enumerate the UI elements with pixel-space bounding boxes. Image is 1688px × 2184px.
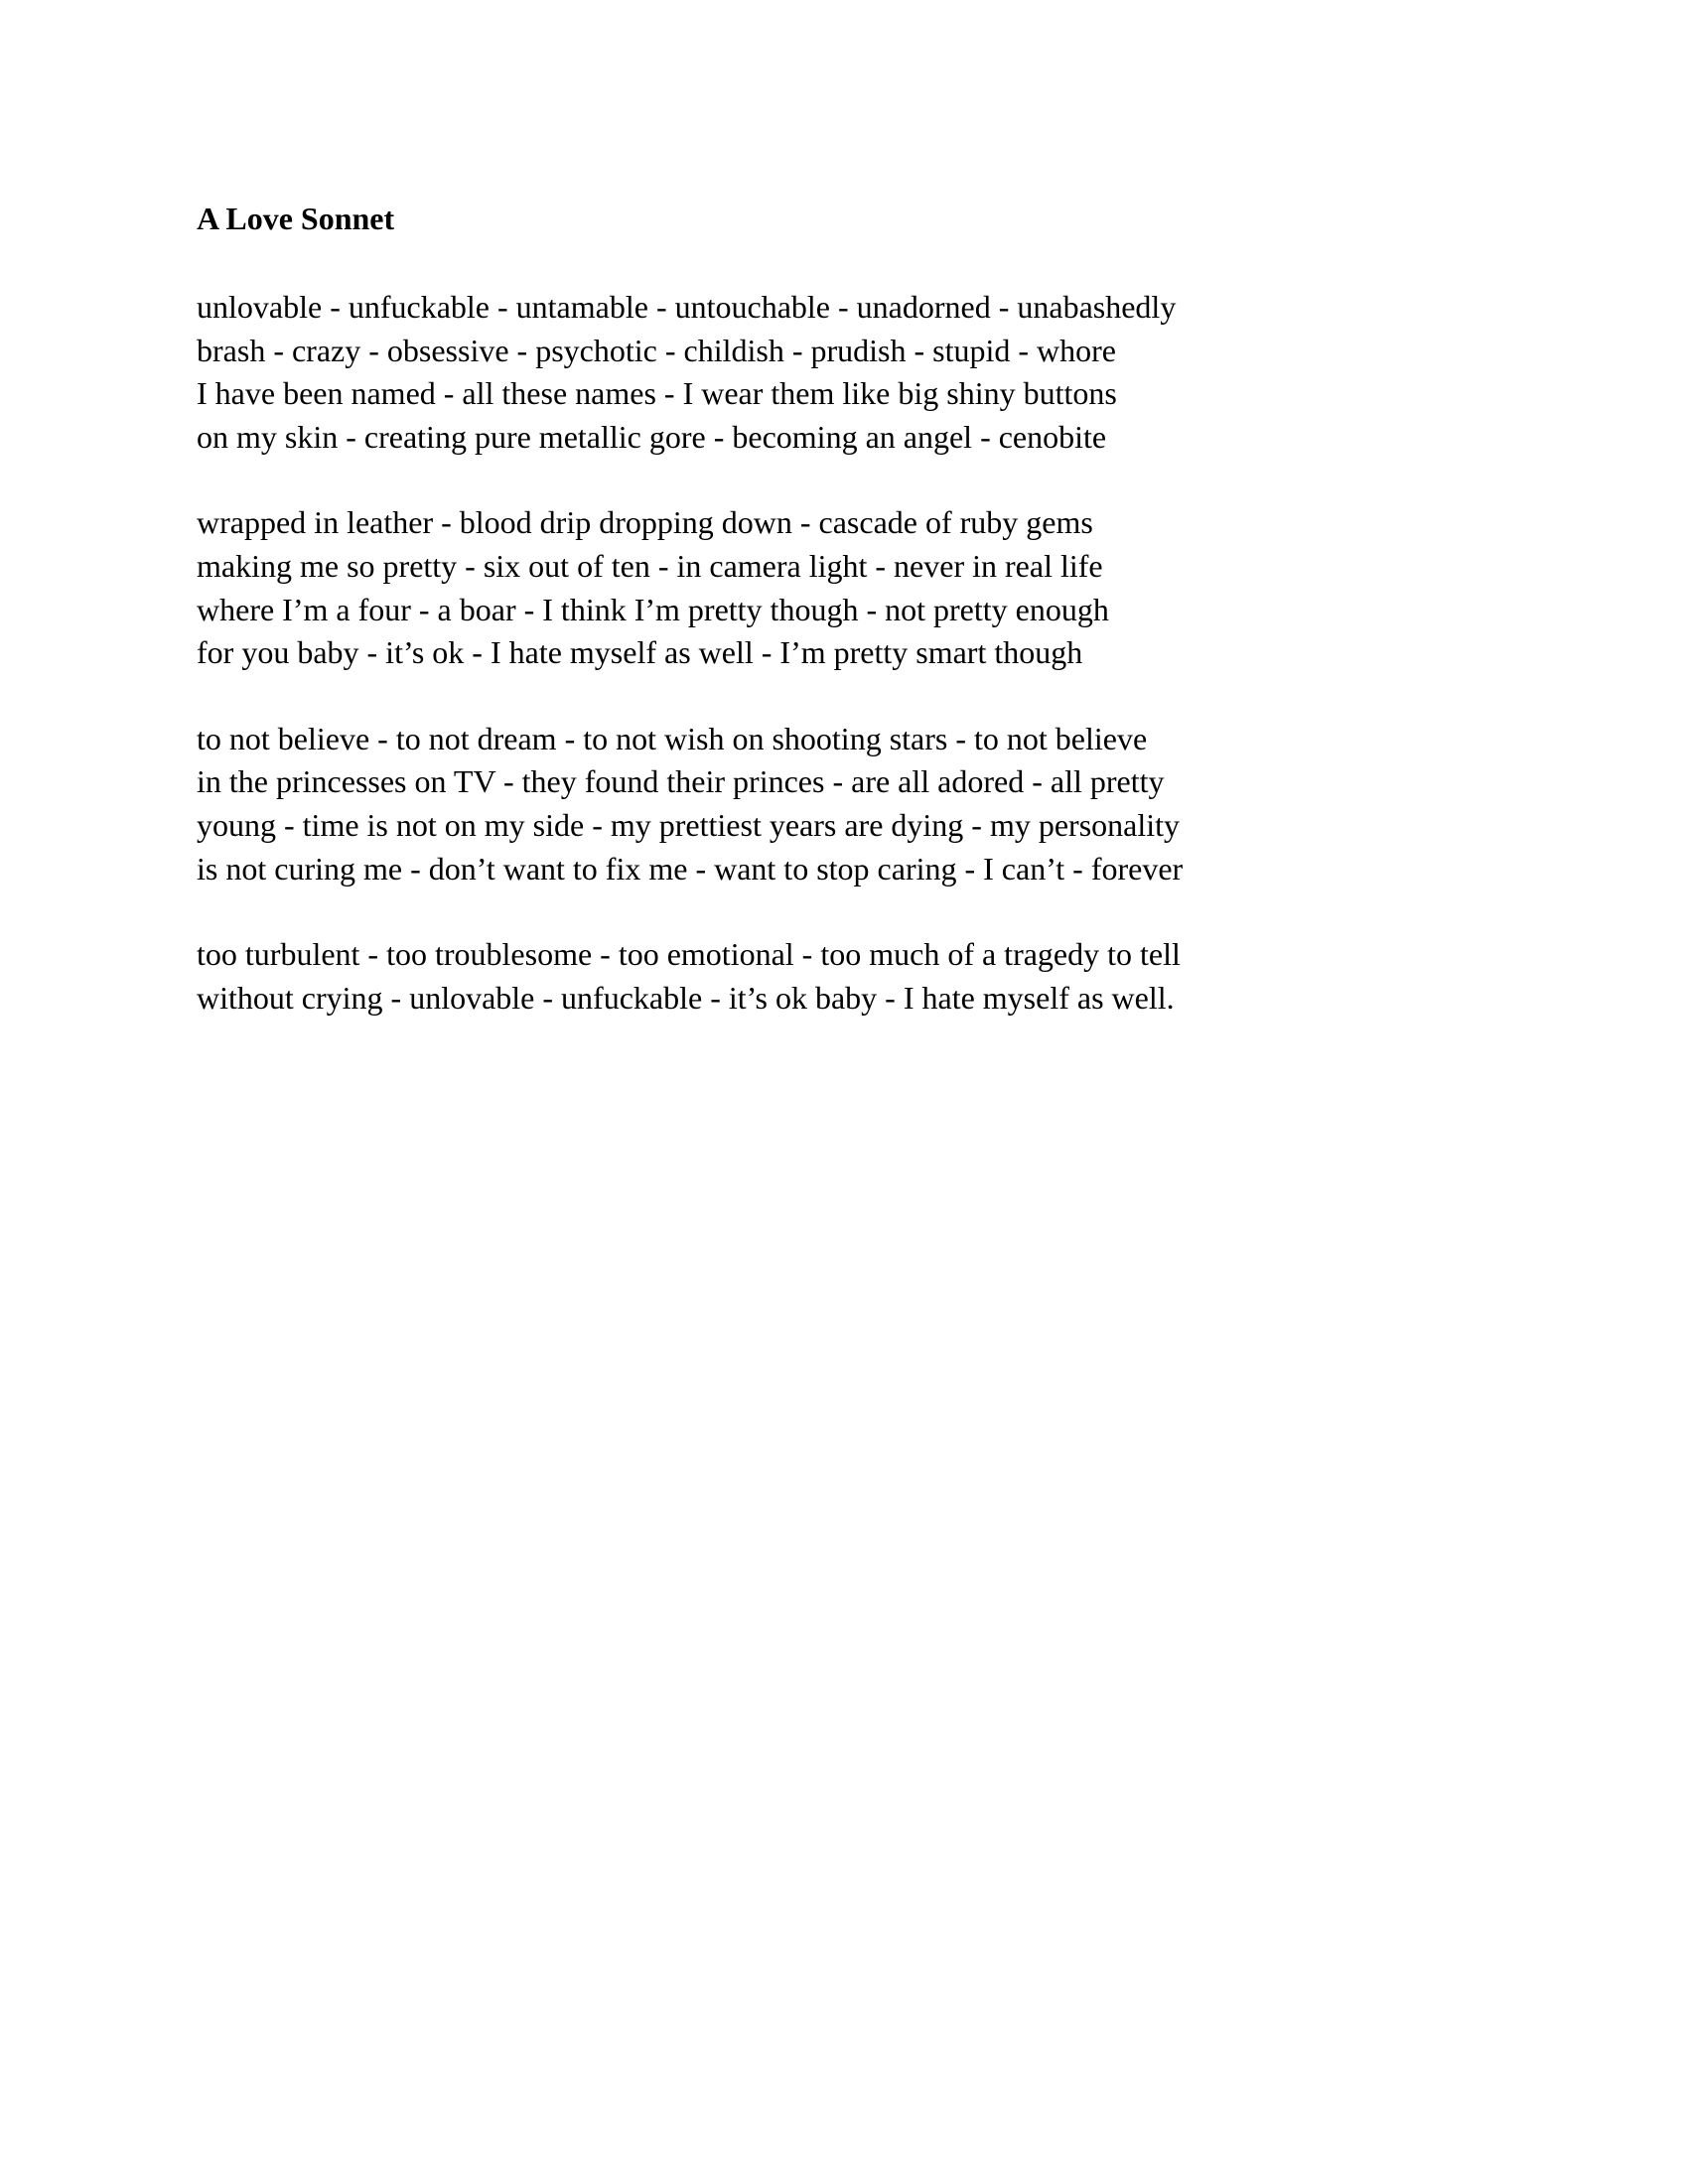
poem-line: I have been named - all these names - I wear them like big shiny buttons <box>197 375 1117 412</box>
poem-line: is not curing me - don’t want to fix me - want to stop caring - I can’t - forever <box>197 850 1184 887</box>
poem-line: young - time is not on my side - my prettiest years are dying - my personality <box>197 806 1181 843</box>
poem-line: too turbulent - too troublesome - too emotional - too much of a tragedy to tell <box>197 936 1181 973</box>
poem-line: where I’m a four - a boar - I think I’m pretty though - not pretty enough <box>197 591 1109 627</box>
poem-line: for you baby - it’s ok - I hate myself as well - I’m pretty smart though <box>197 634 1083 671</box>
poem-line: without crying - unlovable - unfuckable - it’s ok baby - I hate myself as well. <box>197 979 1175 1016</box>
stanza-2 <box>197 501 1183 674</box>
poem-title: A Love Sonnet <box>197 201 395 236</box>
stanza-4 <box>197 933 1183 1020</box>
stanza-3 <box>197 718 1183 890</box>
poem-line: on my skin - creating pure metallic gore - becoming an angel - cenobite <box>197 418 1107 455</box>
poem-line: wrapped in leather - blood drip dropping down - cascade of ruby gems <box>197 504 1093 541</box>
poem-line: unlovable - unfuckable - untamable - untouchable - unadorned - unabashedly <box>197 289 1177 325</box>
poem-body <box>197 286 1183 1062</box>
poem-line: brash - crazy - obsessive - psychotic - childish - prudish - stupid - whore <box>197 332 1116 368</box>
poem-line: in the princesses on TV - they found their princes - are all adored - all pretty <box>197 763 1165 800</box>
poem-line: making me so pretty - six out of ten - in camera light - never in real life <box>197 547 1103 584</box>
stanza-1 <box>197 286 1183 459</box>
poem-line: to not believe - to not dream - to not wish on shooting stars - to not believe <box>197 720 1148 756</box>
